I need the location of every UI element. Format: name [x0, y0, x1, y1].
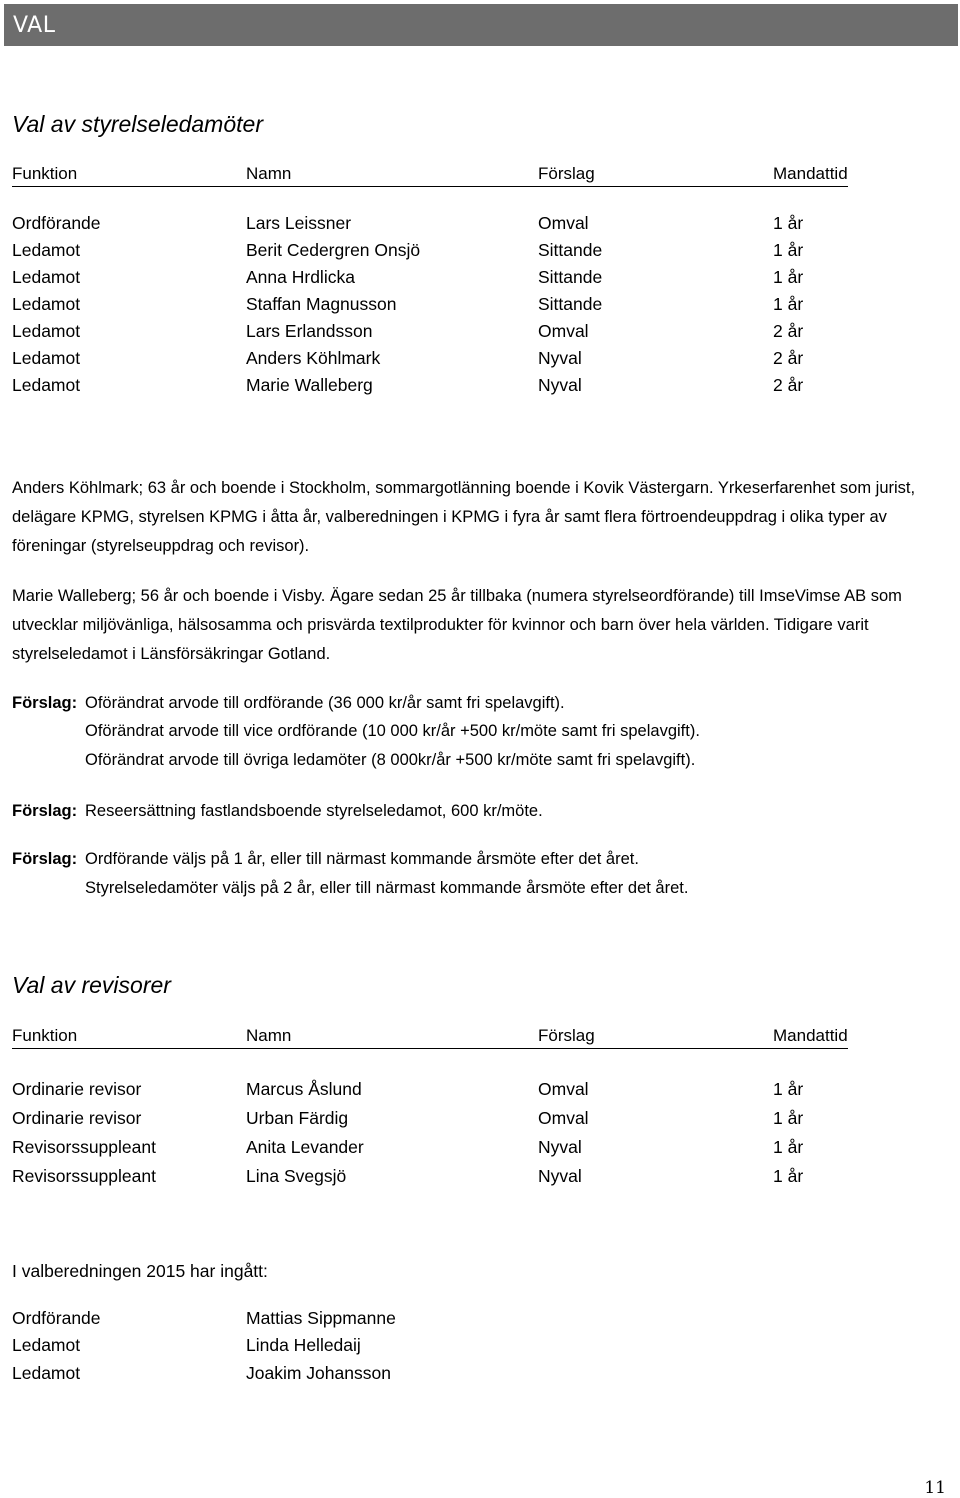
header-title: VAL [13, 13, 56, 38]
proposal-label: Förslag: [12, 802, 78, 820]
column-header-term: Mandattid [773, 1026, 848, 1045]
proposal-label: Förslag: [12, 694, 78, 712]
bio-paragraph: Anders Köhlmark; 63 år och boende i Stockholm, sommargotlänning boende i Kovik Västergarn. Yrkeserfarenhet som jurist, delägare KPMG, styrelsen KPMG i åtta år, valberedningen i KPMG i fyra år samt flera förtroendeuppdrag i olika typer av föreningar (styrelseuppdrag och revisor). [12, 479, 916, 555]
cell-name: Staffan Magnusson [246, 294, 397, 314]
proposal-line: Reseersättning fastlandsboende styrelseledamot, 600 kr/möte. [85, 802, 543, 820]
cell-function: Ledamot [12, 240, 81, 260]
cell-name: Anna Hrdlicka [246, 267, 355, 287]
board-row [12, 294, 848, 320]
cell-function: Ledamot [12, 348, 81, 368]
cell-term: 1 år [773, 1137, 804, 1157]
cell-function: Ledamot [12, 1363, 81, 1383]
cell-function: Revisorssuppleant [12, 1166, 156, 1186]
cell-function: Ordinarie revisor [12, 1079, 142, 1099]
cell-function: Ordinarie revisor [12, 1108, 142, 1128]
cell-function: Ordförande [12, 213, 101, 233]
board-row [12, 213, 848, 239]
committee-row [12, 1308, 848, 1334]
cell-proposal: Omval [538, 1108, 589, 1128]
cell-term: 1 år [773, 213, 804, 233]
cell-term: 1 år [773, 294, 804, 314]
cell-term: 1 år [773, 1079, 804, 1099]
cell-term: 1 år [773, 1166, 804, 1186]
cell-term: 1 år [773, 1108, 804, 1128]
board-row [12, 267, 848, 293]
committee-intro: I valberedningen 2015 har ingått: [12, 1261, 268, 1281]
cell-name: Lina Svegsjö [246, 1166, 347, 1186]
cell-name: Urban Färdig [246, 1108, 349, 1128]
cell-name: Anders Köhlmark [246, 348, 381, 368]
cell-name: Lars Leissner [246, 213, 352, 233]
auditor-row [12, 1079, 848, 1105]
cell-proposal: Omval [538, 1079, 589, 1099]
cell-name: Marcus Åslund [246, 1079, 362, 1099]
cell-term: 1 år [773, 240, 804, 260]
auditor-row [12, 1108, 848, 1134]
column-header-term: Mandattid [773, 164, 848, 183]
proposal-label: Förslag: [12, 850, 78, 868]
cell-name: Lars Erlandsson [246, 321, 373, 341]
bio-paragraph: Marie Walleberg; 56 år och boende i Visby. Ägare sedan 25 år tillbaka (numera styrelseordförande) till ImseVimse AB som utvecklar miljövänliga, hälsosamma och prisvärda textilprodukter för kvinnor och barn över hela världen. Tidigare varit styrelseledamot i Länsförsäkringar Gotland. [12, 587, 902, 663]
auditor-row [12, 1137, 848, 1163]
cell-proposal: Nyval [538, 1166, 582, 1186]
column-header-name: Namn [246, 1026, 292, 1045]
column-header-proposal: Förslag [538, 1026, 595, 1045]
auditor-row [12, 1166, 848, 1192]
cell-proposal: Omval [538, 321, 589, 341]
cell-term: 2 år [773, 321, 804, 341]
column-header-proposal: Förslag [538, 164, 595, 183]
cell-term: 2 år [773, 348, 804, 368]
cell-function: Revisorssuppleant [12, 1137, 156, 1157]
board-table-header [12, 164, 848, 187]
proposal-line: Ordförande väljs på 1 år, eller till närmast kommande årsmöte efter det året. [85, 850, 639, 868]
cell-term: 2 år [773, 375, 804, 395]
cell-proposal: Sittande [538, 267, 603, 287]
cell-proposal: Nyval [538, 348, 582, 368]
cell-proposal: Sittande [538, 240, 603, 260]
cell-function: Ledamot [12, 294, 81, 314]
auditors-table-header [12, 1026, 848, 1049]
cell-function: Ledamot [12, 1335, 81, 1355]
cell-name: Joakim Johansson [246, 1363, 391, 1383]
cell-term: 1 år [773, 267, 804, 287]
cell-proposal: Omval [538, 213, 589, 233]
cell-function: Ledamot [12, 375, 81, 395]
column-header-function: Funktion [12, 1026, 78, 1045]
cell-function: Ledamot [12, 267, 81, 287]
committee-row [12, 1335, 848, 1361]
cell-name: Berit Cedergren Onsjö [246, 240, 421, 260]
committee-row [12, 1363, 848, 1389]
cell-proposal: Nyval [538, 1137, 582, 1157]
cell-proposal: Nyval [538, 375, 582, 395]
cell-function: Ledamot [12, 321, 81, 341]
proposal-line: Oförändrat arvode till övriga ledamöter (8 000kr/år +500 kr/möte samt fri spelavgift). [85, 751, 696, 769]
board-row [12, 240, 848, 266]
auditors-section-title: Val av revisorer [12, 972, 171, 998]
cell-name: Marie Walleberg [246, 375, 373, 395]
board-row [12, 375, 848, 401]
proposal-line: Oförändrat arvode till ordförande (36 000 kr/år samt fri spelavgift). [85, 694, 565, 712]
proposal-line: Styrelseledamöter väljs på 2 år, eller till närmast kommande årsmöte efter det året. [85, 879, 689, 897]
cell-proposal: Sittande [538, 294, 603, 314]
header-bar [4, 4, 958, 46]
cell-name: Mattias Sippmanne [246, 1308, 396, 1328]
cell-function: Ordförande [12, 1308, 101, 1328]
cell-name: Linda Helledaij [246, 1335, 361, 1355]
page-number: 11 [924, 1478, 946, 1498]
board-section-title: Val av styrelseledamöter [12, 111, 263, 137]
board-row [12, 321, 848, 347]
cell-name: Anita Levander [246, 1137, 364, 1157]
board-row [12, 348, 848, 374]
column-header-name: Namn [246, 164, 292, 183]
column-header-function: Funktion [12, 164, 78, 183]
proposal-line: Oförändrat arvode till vice ordförande (10 000 kr/år +500 kr/möte samt fri spelavgift). [85, 722, 700, 740]
